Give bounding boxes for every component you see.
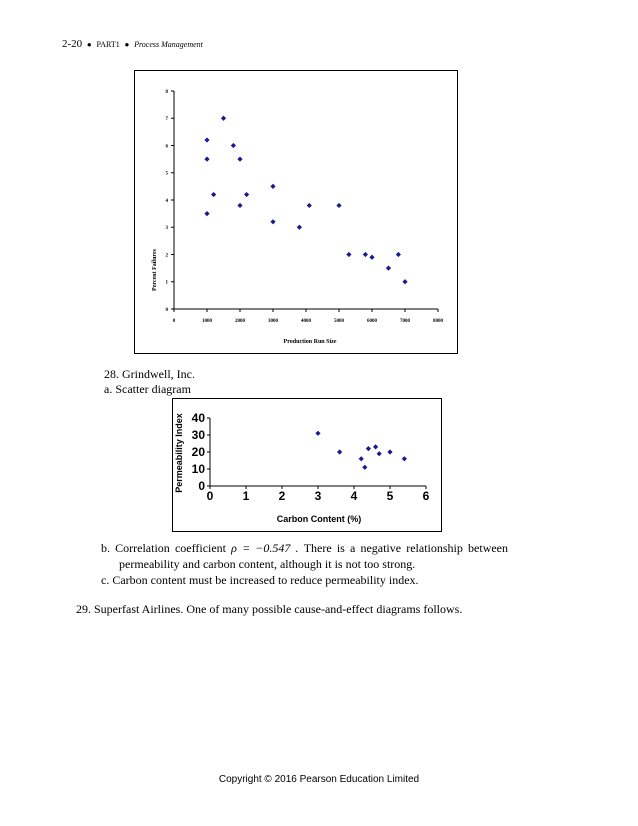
scatter-chart-production-run [134,70,458,354]
bullet-icon: ● [86,40,92,49]
y-tick-label: 20 [191,445,205,460]
x-tick-label: 3 [314,489,322,503]
y-tick-label: 40 [191,411,205,426]
problem-28-c: c. Carbon content must be increased to reduce permeability index. [101,573,419,587]
x-tick-label: 0 [172,319,176,324]
y-tick-label: 3 [165,226,168,231]
x-axis-label: Production Run Size [283,339,337,345]
b-word: coefficient [174,541,227,555]
y-tick-label: 1 [165,280,168,286]
y-tick-label: 10 [191,462,205,477]
b-word: relationship [406,541,463,555]
running-header [62,38,203,50]
correlation-formula: ρ = −0.547 . [231,541,299,555]
y-tick-label: 2 [165,253,168,259]
x-tick-label: 3000 [268,319,278,324]
x-tick-label: 6000 [367,319,377,324]
b-word: b. [101,541,110,555]
y-axis-label: Permeability Index [174,413,184,493]
x-tick-label: 2 [278,489,286,503]
x-tick-label: 5 [386,489,394,503]
b-word: negative [360,541,402,555]
problem-28-heading: 28. Grindwell, Inc. [104,367,195,381]
y-tick-label: 8 [165,89,168,95]
x-tick-label: 1000 [202,319,212,324]
x-tick-label: 5000 [334,319,344,324]
section-title: Process Management [134,40,203,49]
y-tick-label: 4 [165,198,168,204]
page-number: 2-20 [62,38,83,50]
b-word: is [336,541,345,555]
x-tick-label: 4000 [301,319,311,324]
part-label: PART1 [96,40,120,49]
y-tick-label: 30 [191,428,205,443]
y-tick-label: 7 [165,117,168,122]
bullet-icon: ● [124,40,130,49]
x-tick-label: 8000 [433,319,443,324]
b-word: between [468,541,509,555]
y-tick-label: 0 [165,307,168,313]
x-tick-label: 2000 [235,319,245,324]
y-axis-label: Percent Failures [152,249,158,291]
x-tick-label: 0 [206,489,214,503]
scatter-chart-carbon-permeability [172,398,442,532]
x-tick-label: 1 [242,489,250,503]
x-tick-label: 6 [422,489,430,503]
b-word: Correlation [115,541,170,555]
x-tick-label: 7000 [400,319,410,324]
y-tick-label: 5 [165,171,168,177]
y-tick-label: 6 [165,144,168,150]
x-axis-label: Carbon Content (%) [276,514,362,524]
y-tick-label: 0 [198,479,205,494]
problem-28-a: a. Scatter diagram [104,382,191,396]
problem-29: 29. Superfast Airlines. One of many possible cause-and-effect diagrams follows. [76,602,463,616]
problem-28-b [101,541,508,556]
problem-28-b-line2: permeability and carbon content, although it is not too strong. [119,557,416,571]
b-word: There [303,541,332,555]
b-word: a [349,541,356,555]
copyright-footer: Copyright © 2016 Pearson Education Limited [218,774,420,785]
x-tick-label: 4 [350,489,358,503]
